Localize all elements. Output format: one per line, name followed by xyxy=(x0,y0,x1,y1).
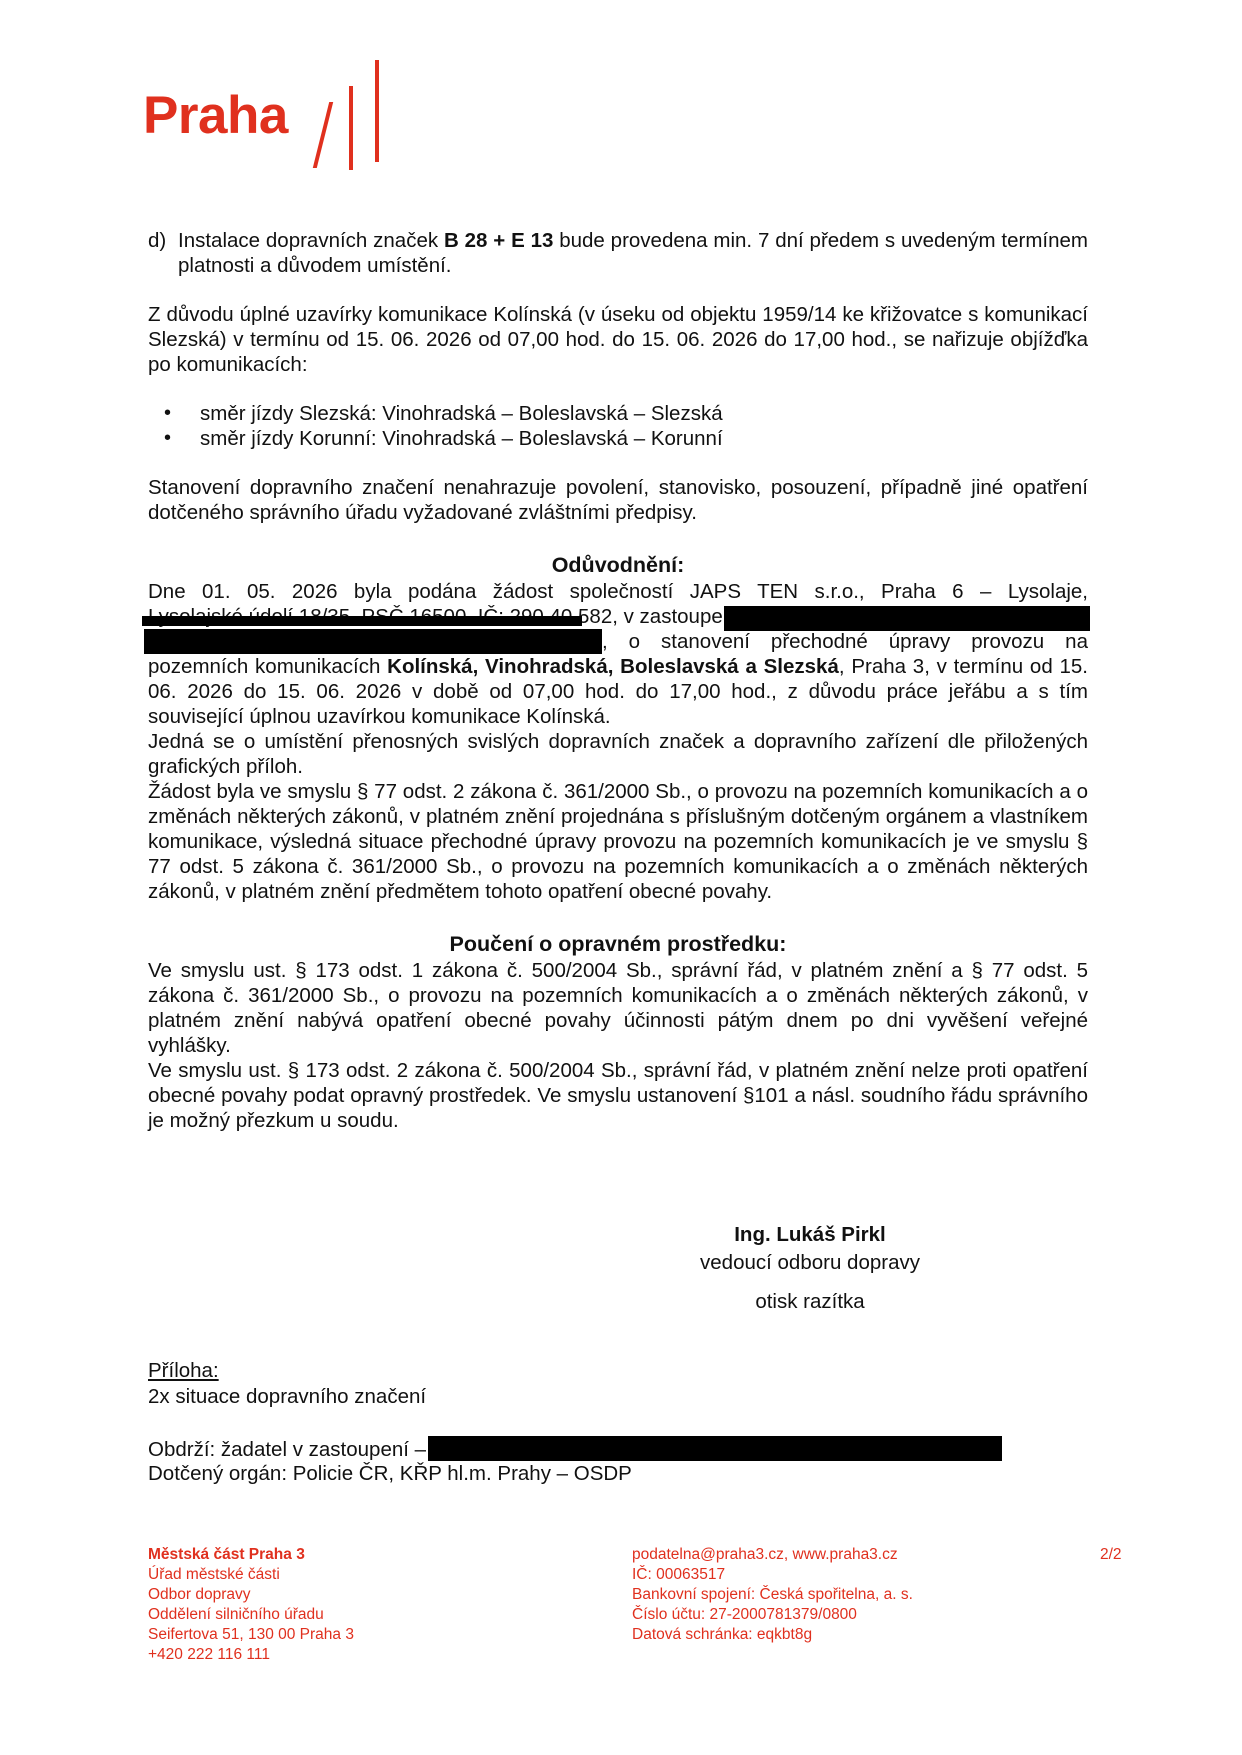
praha-logo xyxy=(143,58,403,162)
justification-paragraph-2: Jedná se o umístění přenosných svislých dopravních značek a dopravního zařízení dle přiložených grafických příloh. xyxy=(148,730,1088,778)
justification-line-4-c: , Praha 3, v termínu od 15. 06. 2026 do 15. 06. 2026 v době od 07,00 hod. do 17,00 hod., z důvodu práce jeřábu a s tím související úplnou uzavírkou komunikace Kolínská. xyxy=(148,655,1088,728)
logo-text: Praha xyxy=(143,86,288,145)
footer-address xyxy=(148,1545,354,1665)
justification-line-3 xyxy=(148,629,1088,654)
footer-line: Úřad městské části xyxy=(148,1566,280,1583)
attachment-text: 2x situace dopravního značení xyxy=(148,1385,427,1408)
redacted-block xyxy=(142,616,582,626)
attachment-label: Příloha: xyxy=(148,1359,219,1382)
signatory-name: Ing. Lukáš Pirkl xyxy=(734,1223,886,1246)
signatory-role: vedoucí odboru dopravy xyxy=(700,1251,920,1274)
recipient-line-1 xyxy=(148,1436,1002,1462)
justification-heading: Odůvodnění: xyxy=(551,553,685,577)
appeal-paragraph-1: Ve smyslu ust. § 173 odst. 1 zákona č. 500/2004 Sb., správní řád, v platném znění a § 77 odst. 5 zákona č. 361/2000 Sb., o provozu na pozemních komunikacích a o změnách některých zákonů, v platném znění nabývá opatření obecné povahy účinnosti pátým dnem po dni vyvěšení veřejné vyhlášky. xyxy=(148,959,1088,1057)
footer-phone: +420 222 116 111 xyxy=(148,1646,270,1663)
redacted-block xyxy=(144,629,602,654)
footer-line: Seifertova 51, 130 00 Praha 3 xyxy=(148,1626,354,1643)
detour-list xyxy=(148,401,1088,451)
appeal-heading: Poučení o opravném prostředku: xyxy=(449,932,787,956)
list-item: • směr jízdy Korunní: Vinohradská – Boleslavská – Korunní xyxy=(200,426,1088,451)
justification-line-3-text: , o stanovení přechodné úpravy provozu na xyxy=(602,630,1088,653)
logo-bar-icon xyxy=(313,102,333,168)
notice-paragraph: Stanovení dopravního značení nenahrazuje povolení, stanovisko, posouzení, případně jiné opatření dotčeného správního úřadu vyžadované zvláštními předpisy. xyxy=(148,476,1088,524)
footer-org-name: Městská část Praha 3 xyxy=(148,1546,305,1563)
item-marker: d) xyxy=(148,229,167,252)
footer-line: Datová schránka: eqkbt8g xyxy=(632,1626,813,1643)
redacted-block xyxy=(428,1436,1002,1461)
stamp-placeholder: otisk razítka xyxy=(755,1290,865,1313)
footer-email-web: podatelna@praha3.cz, www.praha3.cz xyxy=(632,1546,898,1563)
justification-line-2 xyxy=(148,604,1088,629)
justification-line-2-text: 582, v zastoupení xyxy=(578,605,740,628)
justification-paragraph-3: Žádost byla ve smyslu § 77 odst. 2 zákona č. 361/2000 Sb., o provozu na pozemních komunikacích a o změnách některých zákonů, v platném znění projednána s příslušným dotčeným orgánem a vlastníkem komunikace, výsledná situace přechodné úpravy provozu na pozemních komunikacích je ve smyslu § 77 odst. 5 zákona č. 361/2000 Sb., o provozu na pozemních komunikacích a o změnách některých zákonů, v platném znění předmětem tohoto opatření obecné povahy. xyxy=(148,780,1088,903)
justification-line-1: Dne 01. 05. 2026 byla podána žádost společností JAPS TEN s.r.o., Praha 6 – Lysolaje, xyxy=(148,580,1088,603)
appeal-paragraph-2: Ve smyslu ust. § 173 odst. 2 zákona č. 500/2004 Sb., správní řád, v platném znění nelze proti opatření obecné povahy podat opravný prostředek. Ve smyslu ustanovení §101 a násl. soudního řádu správního je možný přezkum u soudu. xyxy=(148,1059,1088,1132)
detour-paragraph: Z důvodu úplné uzavírky komunikace Kolínská (v úseku od objektu 1959/14 ke křižovatce s komunikací Slezská) v termínu od 15. 06. 2026 od 07,00 hod. do 15. 06. 2026 do 17,00 hod., se nařizuje objížďka po komunikacích: xyxy=(148,303,1088,376)
footer-contact xyxy=(632,1545,913,1645)
document-body xyxy=(148,228,1088,1133)
item-d-signs: B 28 + E 13 xyxy=(443,229,554,252)
item-d-text-1: Instalace dopravních značek xyxy=(178,229,444,252)
affected-streets: Kolínská, Vinohradská, Boleslavská a Slezská xyxy=(387,655,839,678)
justification-line-4 xyxy=(148,654,1088,729)
item-d-text-2: bude provedena min. 7 dní předem s uvedeným termínem platnosti a důvodem umístění. xyxy=(178,229,1088,277)
justification-line-4-a: pozemních komunikacích xyxy=(148,655,388,678)
page-number: 2/2 xyxy=(1100,1546,1122,1563)
recipient-text: Obdrží: žadatel v zastoupení – xyxy=(148,1438,427,1461)
logo-bar-icon xyxy=(375,60,379,162)
footer-line: Oddělení silničního úřadu xyxy=(148,1606,324,1623)
list-item: • směr jízdy Slezská: Vinohradská – Boleslavská – Slezská xyxy=(200,401,1088,426)
item-d xyxy=(148,228,1088,278)
footer-line: Odbor dopravy xyxy=(148,1586,251,1603)
footer-line: Bankovní spojení: Česká spořitelna, a. s. xyxy=(632,1586,913,1603)
footer-line: Číslo účtu: 27-2000781379/0800 xyxy=(632,1606,857,1623)
redacted-block xyxy=(724,606,1090,631)
footer-line: IČ: 00063517 xyxy=(632,1566,726,1583)
recipient-line-2: Dotčený orgán: Policie ČR, KŘP hl.m. Prahy – OSDP xyxy=(148,1462,632,1485)
logo-bar-icon xyxy=(349,86,353,170)
